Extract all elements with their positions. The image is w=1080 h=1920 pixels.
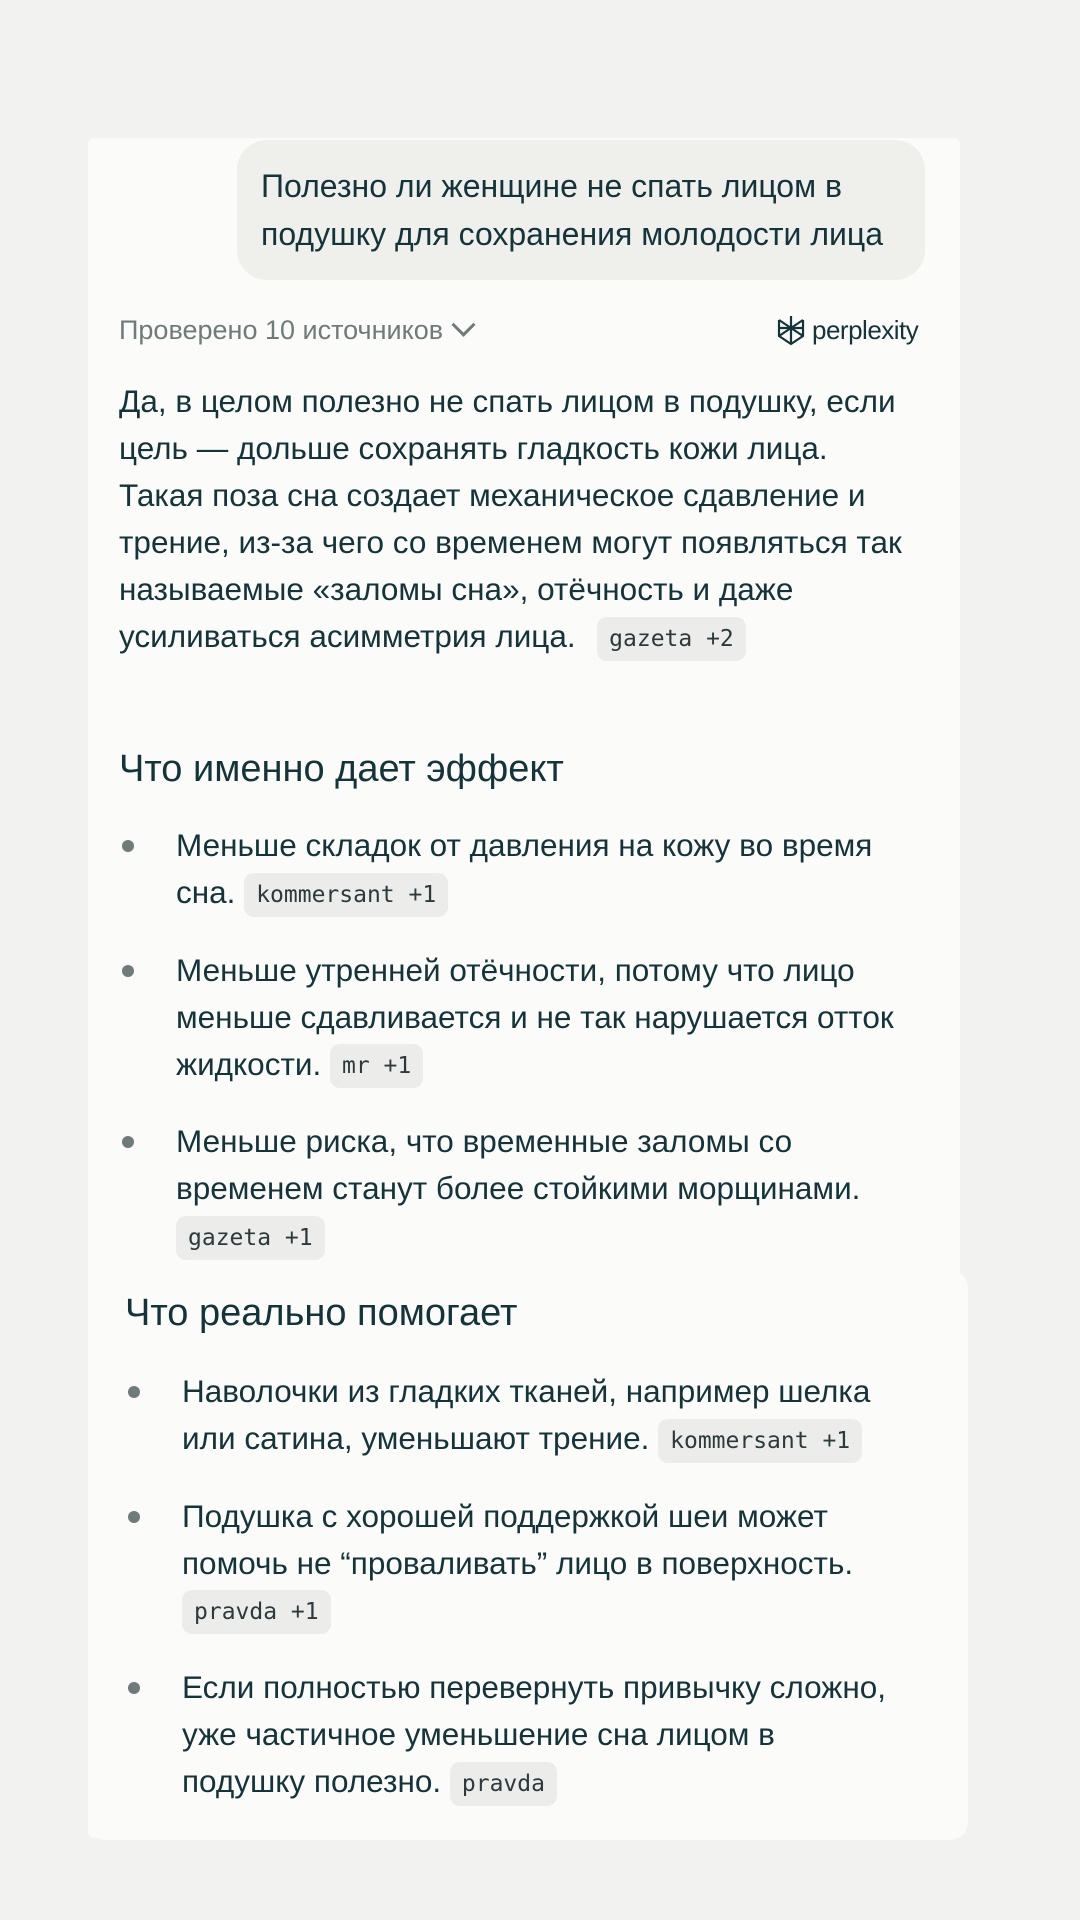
citation-chip[interactable]: kommersant +1	[658, 1419, 862, 1463]
bullet-icon	[128, 1386, 140, 1398]
bullet-icon	[122, 965, 134, 977]
citation-chip[interactable]: pravda +1	[182, 1590, 331, 1634]
bullet-icon	[128, 1511, 140, 1523]
list-item-text: Меньше складок от давления на кожу во время сна.	[176, 827, 873, 910]
list-item	[120, 947, 900, 1089]
list-item	[120, 1118, 900, 1260]
brand-name: perplexity	[812, 314, 919, 345]
list-item-text: Наволочки из гладких тканей, например шелка или сатина, уменьшают трение.	[182, 1373, 871, 1456]
citation-chip[interactable]: mr +1	[330, 1044, 423, 1088]
section-heading-helps: Что реально помогает	[125, 1292, 518, 1334]
citation-chip[interactable]: gazeta +1	[176, 1216, 325, 1260]
answer-intro-text: Да, в целом полезно не спать лицом в подушку, если цель — дольше сохранять гладкость кожи лица. Такая поза сна создает механическое сдавление и трение, из-за чего со временем могут появляться так называемые «заломы сна», отёчность и даже усиливаться асимметрия лица.	[119, 383, 902, 654]
citation-chip[interactable]: pravda	[450, 1762, 557, 1806]
section-heading-effect: Что именно дает эффект	[119, 748, 564, 790]
effect-list	[120, 822, 900, 1260]
list-item-text: Меньше риска, что временные заломы со временем станут более стойкими морщинами.	[176, 1123, 861, 1207]
user-question-bubble: Полезно ли женщине не спать лицом в подушку для сохранения молодости лица	[237, 140, 925, 280]
citation-chip[interactable]: kommersant +1	[244, 873, 448, 917]
chevron-down-icon	[452, 312, 476, 336]
bullet-icon	[122, 1136, 134, 1148]
answer-intro	[119, 378, 919, 661]
list-item	[126, 1493, 906, 1635]
bullet-icon	[128, 1682, 140, 1694]
list-item-text: Подушка с хорошей поддержкой шеи может помочь не “проваливать” лицо в поверхность.	[182, 1497, 854, 1581]
list-item	[126, 1368, 906, 1463]
sources-toggle[interactable]	[119, 310, 472, 350]
list-item	[126, 1664, 906, 1806]
sources-label: Проверено 10 источников	[119, 314, 444, 345]
helps-list	[126, 1368, 906, 1806]
list-item-text: Меньше утренней отёчности, потому что лицо меньше сдавливается и не так нарушается отток жидкости.	[176, 951, 894, 1082]
list-item	[120, 822, 900, 917]
list-item-text: Если полностью перевернуть привычку сложно, уже частичное уменьшение сна лицом в подушку полезно.	[182, 1669, 887, 1800]
perplexity-icon	[776, 314, 806, 346]
citation-chip[interactable]: gazeta +2	[597, 617, 746, 661]
brand-logo	[776, 310, 918, 350]
bullet-icon	[122, 840, 134, 852]
